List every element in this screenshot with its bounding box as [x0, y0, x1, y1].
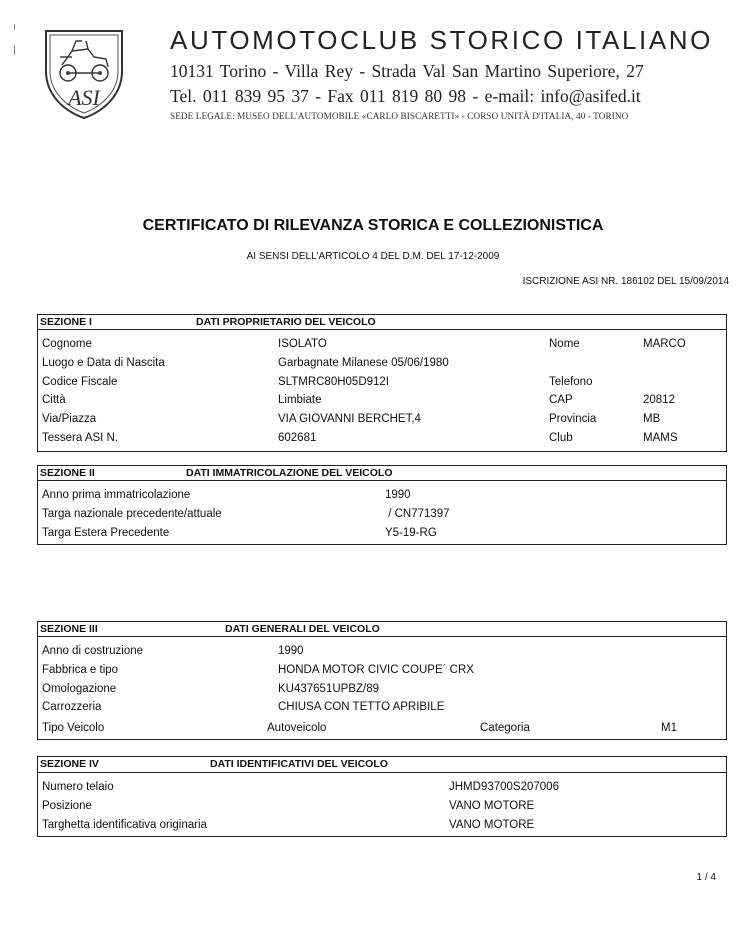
field-label: Targhetta identificativa originaria — [42, 818, 207, 831]
field-value: Y5-19-RG — [385, 526, 437, 539]
org-address: 10131 Torino - Villa Rey - Strada Val San Martino Superiore, 27 — [170, 61, 644, 81]
section-owner — [37, 314, 727, 452]
section-id: SEZIONE IV — [40, 758, 99, 770]
field-label: Città — [42, 394, 66, 407]
page-number: 1 / 4 — [696, 872, 716, 883]
section-title: DATI PROPRIETARIO DEL VEICOLO — [196, 316, 376, 328]
field-value: VIA GIOVANNI BERCHET,4 — [278, 413, 421, 426]
section-general — [37, 621, 727, 740]
org-legal-seat: SEDE LEGALE: MUSEO DELL'AUTOMOBILE «CARLO BISCARETTI» - CORSO UNITÀ D'ITALIA, 40 - TORINO — [170, 111, 629, 121]
table-row — [38, 680, 726, 699]
field-label: Carrozzeria — [42, 701, 102, 714]
field-value: M1 — [661, 722, 677, 735]
field-value: MAMS — [643, 431, 678, 444]
table-row — [38, 335, 726, 354]
field-label: Targa Estera Precedente — [42, 526, 170, 539]
field-label: Cognome — [42, 338, 92, 350]
field-value: Garbagnate Milanese 05/06/1980 — [278, 356, 449, 369]
field-value: JHMD93700S207006 — [449, 781, 559, 793]
table-row — [38, 698, 726, 717]
section-id: SEZIONE III — [40, 623, 98, 635]
field-label: Anno di costruzione — [42, 645, 144, 657]
table-row — [38, 373, 726, 392]
field-value: ISOLATO — [278, 338, 327, 350]
section-id: SEZIONE II — [40, 467, 95, 479]
table-row — [38, 524, 726, 543]
field-value: VANO MOTORE — [449, 799, 535, 812]
field-value: 1990 — [385, 489, 411, 501]
table-row — [38, 661, 726, 680]
registration-number: ISCRIZIONE ASI NR. 186102 DEL 15/09/2014 — [522, 276, 729, 287]
section-header — [38, 757, 726, 773]
org-contacts: Tel. 011 839 95 37 - Fax 011 819 80 98 - e-mail: info@asifed.it — [170, 86, 641, 106]
field-label: Nome — [549, 338, 580, 350]
field-label: Categoria — [480, 722, 530, 735]
table-row — [38, 717, 726, 737]
table-row — [38, 486, 726, 505]
field-label: Numero telaio — [42, 781, 114, 793]
asi-logo — [42, 27, 126, 121]
section-header — [38, 315, 726, 330]
field-label: Telefono — [549, 375, 593, 388]
field-label: Provincia — [549, 413, 597, 426]
document-title: CERTIFICATO DI RILEVANZA STORICA E COLLEZIONISTICA — [142, 217, 604, 234]
section-title: DATI IMMATRICOLAZIONE DEL VEICOLO — [186, 467, 393, 479]
field-label: Club — [549, 431, 573, 444]
field-label: Targa nazionale precedente/attuale — [42, 507, 222, 520]
section-identification — [37, 756, 727, 837]
field-value: 20812 — [643, 394, 675, 407]
field-value: KU437651UPBZ/89 — [278, 682, 380, 695]
table-row — [38, 429, 726, 448]
table-row — [38, 391, 726, 410]
field-label: Via/Piazza — [42, 413, 97, 426]
field-value: MARCO — [643, 338, 686, 350]
field-value: Autoveicolo — [267, 722, 327, 735]
field-label: Omologazione — [42, 682, 117, 695]
table-row — [38, 816, 726, 835]
field-value: HONDA MOTOR CIVIC COUPE´ CRX — [278, 663, 474, 676]
field-value: 1990 — [278, 645, 304, 657]
field-value: Limbiate — [278, 394, 322, 407]
field-label: Tipo Veicolo — [42, 722, 105, 735]
section-title: DATI IDENTIFICATIVI DEL VEICOLO — [210, 758, 388, 770]
section-title: DATI GENERALI DEL VEICOLO — [225, 623, 380, 635]
field-value: / CN771397 — [385, 507, 450, 520]
table-row — [38, 410, 726, 429]
document-subtitle: AI SENSI DELL'ARTICOLO 4 DEL D.M. DEL 17-12-2009 — [246, 251, 500, 262]
section-id: SEZIONE I — [40, 316, 92, 328]
logo-lettering: ASI — [68, 85, 100, 110]
org-name: AUTOMOTOCLUB STORICO ITALIANO — [170, 25, 713, 55]
table-row — [38, 505, 726, 524]
table-row — [38, 642, 726, 661]
field-value: 602681 — [278, 431, 317, 444]
section-registration — [37, 465, 727, 545]
field-value: SLTMRC80H05D912I — [278, 375, 390, 388]
field-label: CAP — [549, 394, 573, 407]
table-row — [38, 797, 726, 816]
field-value: VANO MOTORE — [449, 818, 535, 831]
table-row — [38, 354, 726, 373]
field-label: Tessera ASI N. — [42, 431, 119, 444]
field-label: Codice Fiscale — [42, 375, 118, 388]
section-header — [38, 622, 726, 637]
field-value: CHIUSA CON TETTO APRIBILE — [278, 701, 445, 714]
scan-mark — [14, 24, 15, 30]
table-row — [38, 778, 726, 797]
field-label: Fabbrica e tipo — [42, 663, 119, 676]
field-label: Posizione — [42, 799, 92, 812]
field-label: Luogo e Data di Nascita — [42, 356, 165, 369]
section-header — [38, 466, 726, 481]
field-label: Anno prima immatricolazione — [42, 489, 191, 501]
scan-mark — [14, 45, 15, 55]
field-value: MB — [643, 413, 661, 426]
